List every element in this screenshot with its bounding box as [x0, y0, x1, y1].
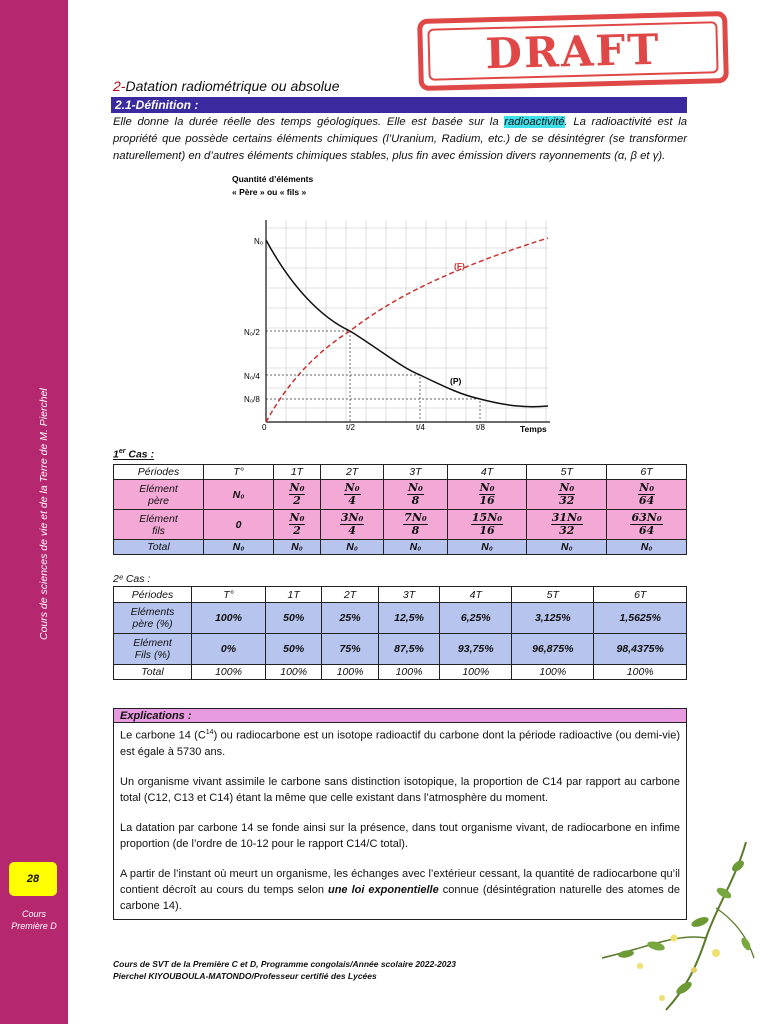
case2-cell: 25% [322, 603, 378, 634]
case1-label-sup: er [118, 448, 126, 455]
explications-paragraph: Un organisme vivant assimile le carbone sans distinction isotopique, la proportion de C14 par rapport au carbone total (C12, C13 et C14) étant la même que celle existant dans l’atmosphère du moment. [120, 775, 680, 804]
case1-cell: N₀ [527, 540, 607, 555]
fraction [638, 482, 655, 507]
fraction-numerator: N₀ [639, 481, 655, 494]
fraction-denominator: 2 [293, 494, 301, 507]
fraction-numerator: 7N₀ [404, 511, 427, 524]
case2-cell: 1,5625% [594, 603, 687, 634]
case2-cell: 100% [378, 665, 440, 680]
case1-header-row [114, 465, 687, 480]
fraction-denominator: 8 [411, 494, 420, 507]
case2-header-cell: 4T [440, 587, 512, 603]
case1-header-cell: 1T [274, 465, 321, 480]
fraction-numerator: N₀ [559, 481, 575, 494]
text-run: A partir de l’instant où meurt un organisme, les échanges avec l’extérieur cessant, la quantité de radiocarbone qu’il contient décroît au cours du temps selon [120, 867, 680, 896]
case2-cell: 50% [266, 603, 322, 634]
case2-row-fils [114, 634, 687, 665]
fraction-numerator: N₀ [344, 481, 360, 494]
case1-cell: N₀ [274, 540, 321, 555]
fraction-numerator: N₀ [289, 511, 305, 524]
fraction-denominator: 2 [293, 524, 301, 537]
course-label [0, 908, 68, 932]
case2-cell: 98,4375% [594, 634, 687, 665]
text-run: ) ou radiocarbone est un isotope radioactif du carbone dont la période radioactive (ou demi-vie) est égale à 5730 ans. [120, 729, 681, 758]
row-label-line1: Elément [133, 637, 172, 649]
case1-cell [320, 480, 383, 510]
explications-title: Explications : [114, 709, 686, 723]
fraction [340, 512, 365, 537]
footer-line1: Cours de SVT de la Première C et D, Programme congolais/Année scolaire 2022-2023 [113, 959, 456, 969]
draft-stamp-inner-border [427, 21, 718, 81]
case2-cell: 100% [192, 665, 266, 680]
x-tick-t8: t/8 [476, 423, 485, 432]
section-title-text: Datation radiométrique ou absolue [125, 78, 340, 94]
row-label-line1: Elément [139, 512, 178, 525]
plant-illustration [596, 838, 758, 1016]
curve-label-p: (P) [450, 376, 462, 386]
case2-cell: 3,125% [512, 603, 594, 634]
row-label-line1: Elément [139, 482, 178, 495]
case1-row-pere [114, 480, 687, 510]
section-title [113, 78, 339, 94]
case2-row-total [114, 665, 687, 680]
case1-table [113, 464, 687, 555]
fraction-denominator: 8 [411, 524, 420, 537]
graph-ylabel-line1: Quantité d’éléments [232, 174, 314, 184]
case2-cell: 0% [192, 634, 266, 665]
case2-header-cell: 5T [512, 587, 594, 603]
case1-row-label [114, 480, 204, 510]
case1-header-cell: 3T [384, 465, 447, 480]
graph-xlabel: Temps [520, 424, 547, 434]
case1-header-cell: T° [204, 465, 274, 480]
row-label-line2: fils [152, 524, 165, 537]
fraction [630, 512, 662, 537]
text-run: Le carbone 14 (C [120, 729, 206, 742]
fraction [289, 512, 306, 537]
case1-label-num: 1 [113, 448, 119, 461]
definition-highlight: radioactivité [504, 116, 565, 128]
footer-line2: Pierchel KIYOUBOULA-MATONDO/Professeur certifié des Lycées [113, 971, 377, 981]
case1-label-rest: Cas : [125, 448, 155, 461]
case1-cell: N₀ [320, 540, 383, 555]
case1-cell [527, 510, 607, 540]
case2-cell: 6,25% [440, 603, 512, 634]
fraction-denominator: 32 [559, 524, 575, 537]
graph-reference-lines [266, 331, 480, 422]
case1-cell [447, 510, 527, 540]
row-label-line2: Fils (%) [134, 649, 171, 661]
case1-cell: 0 [204, 510, 274, 540]
case2-header-cell: 1T [266, 587, 322, 603]
y-tick-n0-8: N₀/8 [244, 395, 260, 404]
case2-cell: 100% [192, 603, 266, 634]
case1-row-fils [114, 510, 687, 540]
y-tick-n0-2: N₀/2 [244, 328, 260, 337]
definition-text-end: . La radioactivité est la propriété que possède certains éléments chimiques (l’Uranium, Radium, etc.) de se désintégrer (se transformer naturellement) en d’autres éléments chimiques stables, plus fin avec émission divers rayonnements (α, β et γ). [113, 116, 687, 162]
text-run: connue (désintégration naturelle des atomes de carbone 14). [120, 883, 681, 912]
case1-header-cell: Périodes [114, 465, 204, 480]
definition-paragraph [113, 114, 687, 165]
case1-cell [447, 480, 527, 510]
fraction-numerator: N₀ [408, 481, 423, 494]
case2-row-pere [114, 603, 687, 634]
case1-row-label: Total [114, 540, 204, 555]
case2-cell: 100% [594, 665, 687, 680]
row-label-line2: père [147, 494, 169, 507]
case1-row-label [114, 510, 204, 540]
case2-header-cell: 2T [322, 587, 378, 603]
case1-cell [320, 510, 383, 540]
course-label-line2: Première D [11, 921, 57, 931]
definition-text-start: Elle donne la durée réelle des temps géologiques. Elle est basée sur la [113, 116, 505, 128]
graph-ylabel-line2: « Père » ou « fils » [232, 187, 307, 197]
case1-cell: N₀ [607, 540, 687, 555]
x-tick-t4: t/4 [416, 423, 425, 432]
course-label-line1: Cours [21, 909, 46, 919]
case2-cell: 96,875% [512, 634, 594, 665]
bold-text-run: une loi exponentielle [327, 883, 439, 896]
fraction-numerator: N₀ [289, 481, 305, 494]
page-number: 28 [9, 862, 57, 896]
case1-cell: N₀ [204, 480, 274, 510]
explications-paragraph: La datation par carbone 14 se fonde ainsi sur la présence, dans tout organisme vivant, de radiocarbone en infime proportion (de l’ordre de 10-12 pour le rapport C14/C total). [120, 821, 680, 850]
fraction-numerator: 3N₀ [340, 511, 364, 524]
case1-row-total [114, 540, 687, 555]
case2-cell: 12,5% [378, 603, 440, 634]
case2-cell: 100% [322, 665, 378, 680]
fraction [471, 512, 503, 537]
fraction [551, 512, 583, 537]
fraction [289, 482, 306, 507]
fraction-numerator: N₀ [479, 481, 495, 494]
fraction-denominator: 64 [638, 524, 655, 537]
sidebar-vertical-text: Cours de sciences de vie et de la Terre de M. Pierchel [38, 388, 50, 640]
section-title-number: 2- [113, 78, 126, 94]
case1-cell [274, 510, 321, 540]
case1-cell: N₀ [204, 540, 274, 555]
case1-cell: N₀ [384, 540, 447, 555]
curve-label-f: (F) [454, 261, 465, 271]
case2-row-label [114, 634, 192, 665]
draft-stamp [417, 11, 729, 91]
case2-cell: 93,75% [440, 634, 512, 665]
row-label-line1: Eléments [130, 606, 175, 618]
case1-label [113, 448, 154, 461]
case1-cell [384, 510, 447, 540]
subtitle-bar: 2.1-Définition : [111, 97, 687, 113]
case2-label: 2ᵉ Cas : [113, 573, 151, 585]
fraction [407, 482, 424, 507]
y-tick-n0-4: N₀/4 [244, 372, 260, 381]
fraction-denominator: 16 [479, 524, 495, 537]
case2-cell: 100% [512, 665, 594, 680]
case2-header-row [114, 587, 687, 603]
x-tick-t2: t/2 [346, 423, 355, 432]
fraction-denominator: 4 [348, 494, 356, 507]
fraction [403, 512, 428, 537]
case1-cell [274, 480, 321, 510]
case1-header-cell: 5T [527, 465, 607, 480]
decay-graph [222, 168, 562, 436]
row-label-line2: père (%) [132, 618, 173, 630]
case2-header-cell: T° [192, 587, 266, 603]
case2-cell: 87,5% [378, 634, 440, 665]
fraction-numerator: 15N₀ [471, 511, 503, 524]
fraction-denominator: 4 [348, 524, 356, 537]
superscript: 14 [205, 729, 214, 736]
case1-cell: N₀ [447, 540, 527, 555]
y-tick-n0: N₀ [254, 237, 264, 246]
case1-cell [384, 480, 447, 510]
case2-header-cell: 6T [594, 587, 687, 603]
case1-cell [607, 510, 687, 540]
fraction-numerator: 63N₀ [631, 511, 662, 524]
fraction-denominator: 32 [559, 494, 575, 507]
fraction [344, 482, 361, 507]
fraction-denominator: 16 [479, 494, 495, 507]
footer [113, 958, 456, 982]
case2-cell: 75% [322, 634, 378, 665]
draft-stamp-text: DRAFT [484, 24, 662, 78]
case1-header-cell: 2T [320, 465, 383, 480]
case2-cell: 100% [440, 665, 512, 680]
case1-header-cell: 4T [447, 465, 527, 480]
x-tick-0: 0 [262, 423, 267, 432]
fraction-numerator: 31N₀ [551, 511, 582, 524]
fraction [479, 482, 496, 507]
graph-grid [266, 220, 548, 422]
fraction [558, 482, 575, 507]
explications-paragraph [120, 725, 680, 760]
case1-header-cell: 6T [607, 465, 687, 480]
case1-cell [527, 480, 607, 510]
case2-cell: 50% [266, 634, 322, 665]
case2-table [113, 586, 687, 680]
case2-row-label: Total [114, 665, 192, 680]
case2-header-cell: Périodes [114, 587, 192, 603]
case2-header-cell: 3T [378, 587, 440, 603]
fraction-denominator: 64 [638, 494, 655, 507]
case2-cell: 100% [266, 665, 322, 680]
case2-row-label [114, 603, 192, 634]
case1-cell [607, 480, 687, 510]
